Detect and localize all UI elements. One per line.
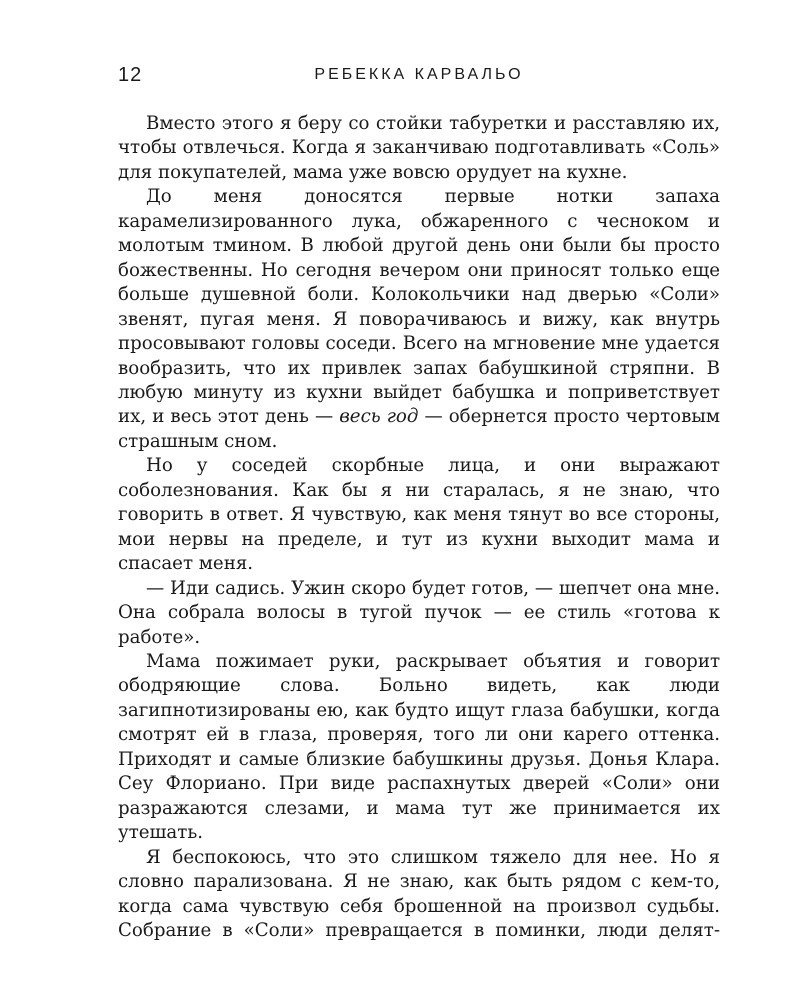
paragraph-text: — обернется просто чертовым страшным сном. (118, 406, 720, 452)
paragraph-text: До меня доносятся первые нотки запаха карамелизированного лука, обжаренного с чесноком и молотым тмином. В любой другой день они были бы просто божественны. Но сегодня вечером они приносят только еще больше душевной боли. Колокольчики над дверью «Соли» звенят, пугая меня. Я поворачиваюсь и вижу, как внутрь просовывают головы соседи. Всего на мгновение мне удается вообразить, что их привлек запах бабушкиной стряпни. В любую минуту из кухни выйдет бабушка и поприветствует их, и весь этот день — (118, 186, 720, 428)
paragraph: — Иди садись. Ужин скоро будет готов, — шепчет она мне. Она собрала волосы в тугой пучок — ее стиль «готова к работе». (118, 577, 720, 648)
running-head (118, 64, 720, 90)
paragraph: Мама пожимает руки, раскрывает объятия и говорит ободряющие слова. Больно видеть, как люди загипнотизированы ею, как будто ищут глаза бабушки, когда смотрят ей в глаза, проверяя, того ли они карего оттенка. Приходят и самые близкие бабушкины друзья. Донья Клара. Сеу Флориано. При виде распахнутых дверей «Соли» они разражаются слезами, и мама тут же принимается их утешать. (118, 650, 720, 844)
paragraph: Но у соседей скорбные лица, и они выражают соболезнования. Как бы я ни старалась, я не знаю, что говорить в ответ. Я чувствую, как меня тянут во все стороны, мои нервы на пределе, и тут из кухни выходит мама и спасает меня. (118, 455, 720, 575)
paragraph (118, 185, 720, 454)
emphasis-text: весь год (339, 406, 419, 428)
paragraph: Я беспокоюсь, что это слишком тяжело для нее. Но я словно парализована. Я не знаю, как быть рядом с кем-то, когда сама чувствую себя брошенной на произвол судьбы. Собрание в «Соли» превращается в поминки, люди делят- (118, 846, 720, 941)
paragraph: Вместо этого я беру со стойки табуретки и расставляю их, чтобы отвлечься. Когда я заканчиваю подготавливать «Соль» для покупателей, мама уже вовсю орудует на кухне. (118, 113, 720, 183)
book-author: РЕБЕККА КАРВАЛЬО (314, 66, 524, 83)
body-text (118, 112, 720, 943)
page-number: 12 (118, 64, 143, 86)
